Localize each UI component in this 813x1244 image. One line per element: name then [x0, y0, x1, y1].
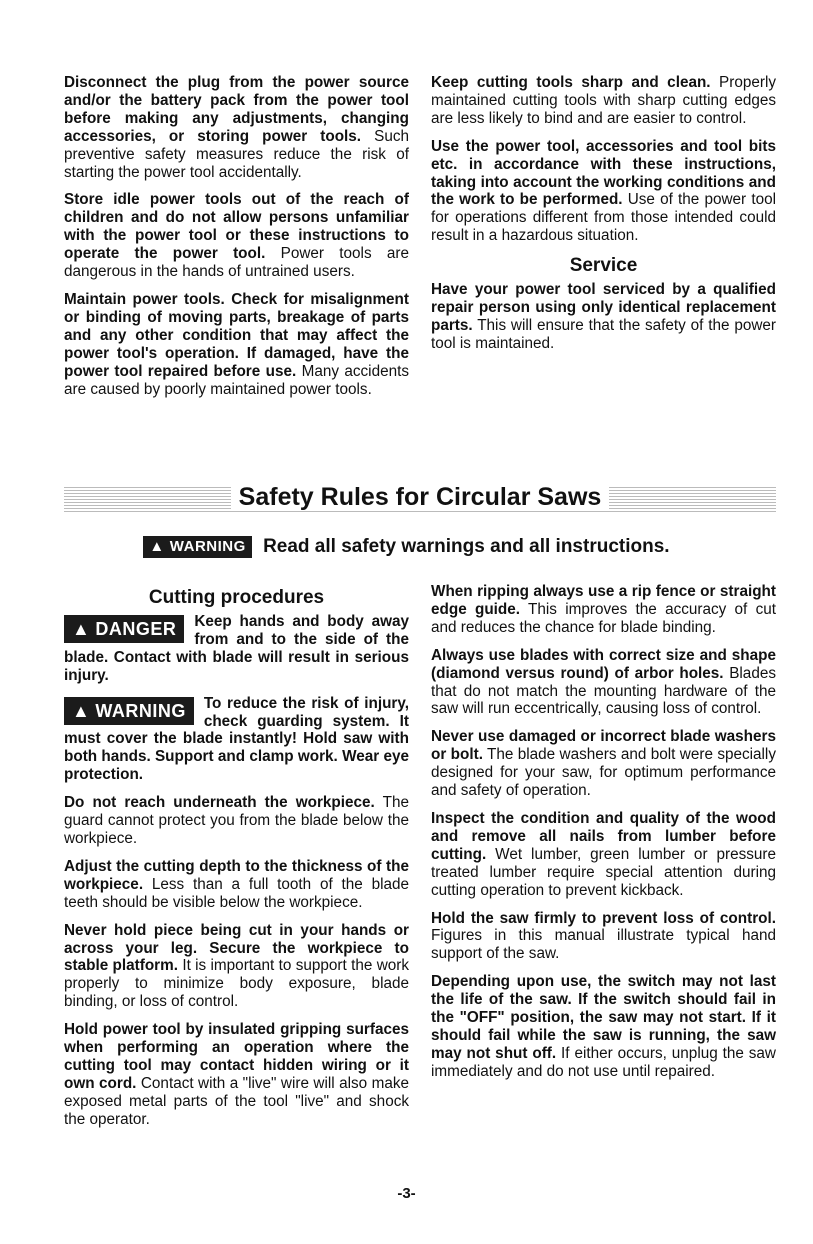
paragraph — [431, 583, 776, 637]
rule-text: Such preventive safety measures reduce the risk of starting the power tool accidentally. — [64, 127, 409, 181]
danger-text: Keep hands and body away from and to the side of the blade. Contact with blade will result in serious injury. — [64, 613, 409, 684]
rule-text: Properly maintained cutting tools with sharp cutting edges are less likely to bind and are easier to control. — [431, 74, 777, 127]
rule-text: Blades that do not match the mounting hardware of the saw will run eccentrically, causing loss of control. — [431, 664, 776, 718]
rule-heading: When ripping always use a rip fence or straight edge guide. — [431, 583, 776, 618]
rule-heading: Hold power tool by insulated gripping surfaces when performing an operation where the cutting tool may contact hidden wiring or it own cord. — [64, 1021, 409, 1092]
rule-heading: Inspect the condition and quality of the wood and remove all nails from lumber before cutting. — [431, 809, 776, 863]
paragraph — [64, 858, 409, 912]
right-top-column — [431, 74, 776, 363]
rule-text: The guard cannot protect you from the blade below the workpiece. — [64, 794, 409, 847]
rule-heading: Adjust the cutting depth to the thickness of the workpiece. — [64, 857, 409, 893]
rule-heading: Never use damaged or incorrect blade washers or bolt. — [431, 728, 776, 764]
rule-text: Power tools are dangerous in the hands of untrained users. — [64, 245, 409, 281]
rule-heading: Use the power tool, accessories and tool bits etc. in accordance with these instructions, taking into account the working conditions and the work to be performed. — [431, 137, 776, 209]
paragraph — [431, 810, 776, 900]
left-top-column — [64, 74, 409, 408]
rule-heading: Keep cutting tools sharp and clean. — [431, 74, 711, 91]
paragraph — [64, 191, 409, 281]
warning-row — [0, 536, 813, 558]
rule-text: Less than a full tooth of the blade teeth should be visible below the workpiece. — [64, 875, 409, 911]
rule-text: If either occurs, unplug the saw immediately and do not use until repaired. — [431, 1044, 776, 1080]
rule-text: This improves the accuracy of cut and reduces the chance for blade binding. — [431, 600, 776, 636]
paragraph — [64, 794, 409, 848]
paragraph — [64, 922, 409, 1012]
rule-heading: Do not reach underneath the workpiece. — [64, 794, 375, 812]
section-banner — [64, 478, 776, 520]
rule-text: Contact with a "live" wire will also make exposed metal parts of the tool "live" and shock the operator. — [64, 1074, 409, 1128]
page-number: -3- — [397, 1185, 416, 1202]
warning-paragraph — [64, 695, 409, 785]
danger-badge — [64, 615, 184, 643]
banner-title: Safety Rules for Circular Saws — [231, 483, 610, 511]
paragraph — [431, 728, 776, 800]
cutting-heading: Cutting procedures — [148, 587, 325, 608]
warning-badge — [143, 536, 251, 558]
rule-heading: Have your power tool serviced by a qualified repair person using only identical replacement parts. — [431, 281, 776, 334]
warning-badge-label: WARNING — [169, 538, 246, 555]
warning-badge-label: WARNING — [95, 700, 186, 721]
paragraph — [431, 138, 776, 245]
rule-text: Wet lumber, green lumber or pressure treated lumber require special attention during cutting operation to prevent kickback. — [431, 845, 776, 899]
paragraph — [64, 74, 409, 181]
rule-heading: Depending upon use, the switch may not last the life of the saw. If the switch should fail in the "OFF" position, the saw may not start. If it should fail while the saw is running, the saw may not shut off. — [431, 973, 776, 1062]
rule-heading: Maintain power tools. Check for misalignment or binding of moving parts, breakage of parts and any other condition that may affect the power tool's operation. If damaged, have the power tool repaired before use. — [64, 290, 409, 380]
rule-heading: Never hold piece being cut in your hands or across your leg. Secure the workpiece to stable platform. — [64, 921, 409, 975]
warning-text: To reduce the risk of injury, check guarding system. It must cover the blade instantly! Hold saw with both hands. Support and clamp work. Wear eye protection. — [64, 694, 409, 784]
banner-title-wrap — [64, 483, 776, 512]
rule-text: It is important to support the work properly to minimize body exposure, blade binding, or loss of control. — [64, 957, 409, 1011]
paragraph — [431, 74, 776, 128]
warning-line: Read all safety warnings and all instructions. — [263, 536, 670, 558]
right-bottom-column — [431, 583, 776, 1091]
rule-text: Many accidents are caused by poorly maintained power tools. — [64, 362, 409, 398]
paragraph — [431, 910, 776, 964]
rule-heading: Disconnect the plug from the power source and/or the battery pack from the power tool before making any adjustments, changing accessories, or storing power tools. — [64, 74, 409, 145]
rule-text: The blade washers and bolt were specially designed for your saw, for optimum performance and safety of operation. — [431, 746, 776, 800]
warning-triangle-icon: ▲ — [149, 538, 165, 555]
rule-text: Figures in this manual illustrate typical hand support of the saw. — [431, 927, 776, 963]
paragraph — [64, 1021, 409, 1128]
left-bottom-column — [64, 583, 409, 1139]
service-heading: Service — [569, 255, 638, 277]
rule-text: This will ensure that the safety of the power tool is maintained. — [431, 316, 776, 352]
warning-triangle-icon: ▲ — [72, 700, 91, 721]
paragraph — [431, 647, 776, 719]
danger-paragraph — [64, 613, 409, 685]
danger-badge-label: DANGER — [95, 619, 177, 639]
rule-heading: Hold the saw firmly to prevent loss of control. — [431, 909, 776, 927]
rule-heading: Store idle power tools out of the reach of children and do not allow persons unfamiliar with the power tool or these instructions to operate the power tool. — [64, 191, 409, 263]
paragraph — [64, 291, 409, 398]
rule-heading: Always use blades with correct size and shape (diamond versus round) of arbor holes. — [431, 646, 776, 682]
warning-badge — [64, 697, 194, 725]
rule-text: Use of the power tool for operations different from those intended could result in a hazardous situation. — [431, 191, 776, 245]
paragraph — [431, 973, 776, 1080]
warning-triangle-icon: ▲ — [72, 619, 91, 639]
paragraph — [431, 281, 776, 353]
